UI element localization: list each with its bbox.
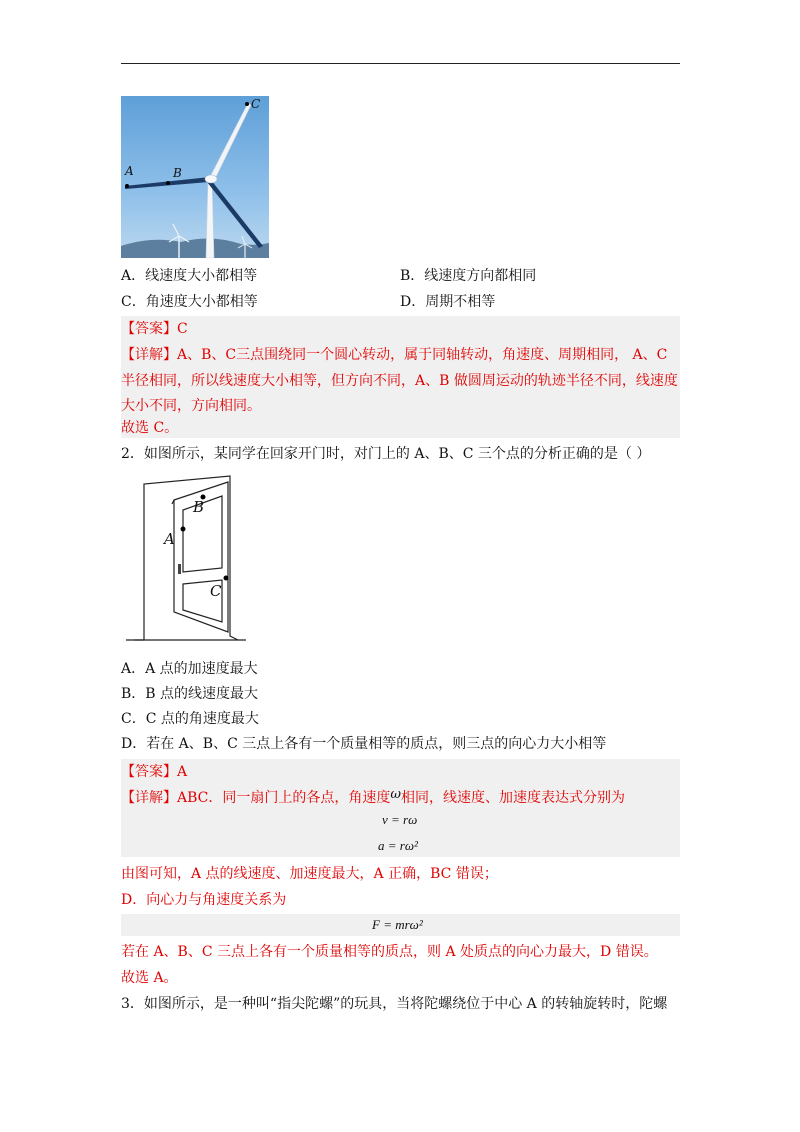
q2-detail-line4: 若在 A、B、C 三点上各有一个质量相等的质点，则 A 处质点的向心力最大，D 错误。 xyxy=(121,944,658,960)
wind-turbine-image xyxy=(121,96,269,258)
option-letter: B． xyxy=(400,268,425,284)
option-text: 角速度大小都相等 xyxy=(145,294,258,310)
formula-f: F = mrω² xyxy=(372,917,423,932)
header-rule xyxy=(121,63,680,64)
door-label-b: B xyxy=(193,498,205,516)
door-figure xyxy=(126,472,246,642)
option-text: 周期不相等 xyxy=(425,294,496,310)
q2-option-c: C．C 点的角速度最大 xyxy=(121,711,259,727)
q2-option-a: A．A 点的加速度最大 xyxy=(121,661,258,677)
q3-stem: 3．如图所示，是一种叫“指尖陀螺”的玩具，当将陀螺绕位于中心 A 的转轴旋转时，陀螺 xyxy=(121,996,668,1012)
answer-label: 【答案】 xyxy=(121,321,177,337)
point-label-b: B xyxy=(173,166,182,180)
answer-label: 【答案】 xyxy=(121,764,177,780)
q2-detail-line3: D．向心力与角速度关系为 xyxy=(121,892,287,908)
q1-option-d xyxy=(400,292,495,312)
door-diagram xyxy=(126,472,246,642)
point-label-c: C xyxy=(251,97,261,111)
detail-label: 【详解】 xyxy=(121,347,177,363)
q1-option-b xyxy=(400,266,536,286)
door-label-c: C xyxy=(210,582,222,600)
formula-a: a = rω² xyxy=(378,838,418,853)
q1-conclusion: 故选 C。 xyxy=(121,420,179,436)
q1-option-a xyxy=(121,266,257,286)
point-label-a: A xyxy=(125,164,134,178)
answer-value: A xyxy=(177,764,188,780)
q1-detail-line3: 大小不同，方向相同。 xyxy=(121,398,261,414)
formula-v: v = rω xyxy=(382,812,418,827)
option-letter: D． xyxy=(400,294,426,310)
q2-answer xyxy=(121,762,187,782)
answer-value: C xyxy=(177,321,188,337)
q2-option-d: D．若在 A、B、C 三点上各有一个质量相等的质点，则三点的向心力大小相等 xyxy=(121,736,607,752)
omega-symbol: ω xyxy=(390,787,401,802)
option-text: 线速度大小都相等 xyxy=(145,268,258,284)
q1-detail-line1 xyxy=(121,345,667,365)
q1-option-c xyxy=(121,292,258,312)
wind-turbine-figure xyxy=(121,96,269,258)
q2-option-b: B．B 点的线速度最大 xyxy=(121,686,259,702)
q2-stem: 2．如图所示，某同学在回家开门时，对门上的 A、B、C 三个点的分析正确的是（ ） xyxy=(121,446,651,462)
door-label-a: A xyxy=(164,530,175,548)
detail-label: 【详解】 xyxy=(121,790,177,806)
detail-text: A、B、C三点围绕同一个圆心转动，属于同轴转动，角速度、周期相同， A、C xyxy=(177,347,668,363)
q2-conclusion: 故选 A。 xyxy=(121,970,178,986)
option-letter: C． xyxy=(121,294,146,310)
q1-detail-line2: 半径相同，所以线速度大小相等，但方向不同，A、B 做圆周运动的轨迹半径不同，线速度 xyxy=(121,373,678,389)
q1-answer xyxy=(121,319,188,339)
q2-detail-line2: 由图可知，A 点的线速度、加速度最大，A 正确，BC 错误； xyxy=(121,866,498,882)
detail-text-b: 相同，线速度、加速度表达式分别为 xyxy=(400,790,625,806)
option-text: 线速度方向都相同 xyxy=(424,268,537,284)
q2-detail-line1 xyxy=(121,788,625,809)
detail-text-a: ABC．同一扇门上的各点，角速度 xyxy=(177,790,391,806)
option-letter: A． xyxy=(121,268,146,284)
